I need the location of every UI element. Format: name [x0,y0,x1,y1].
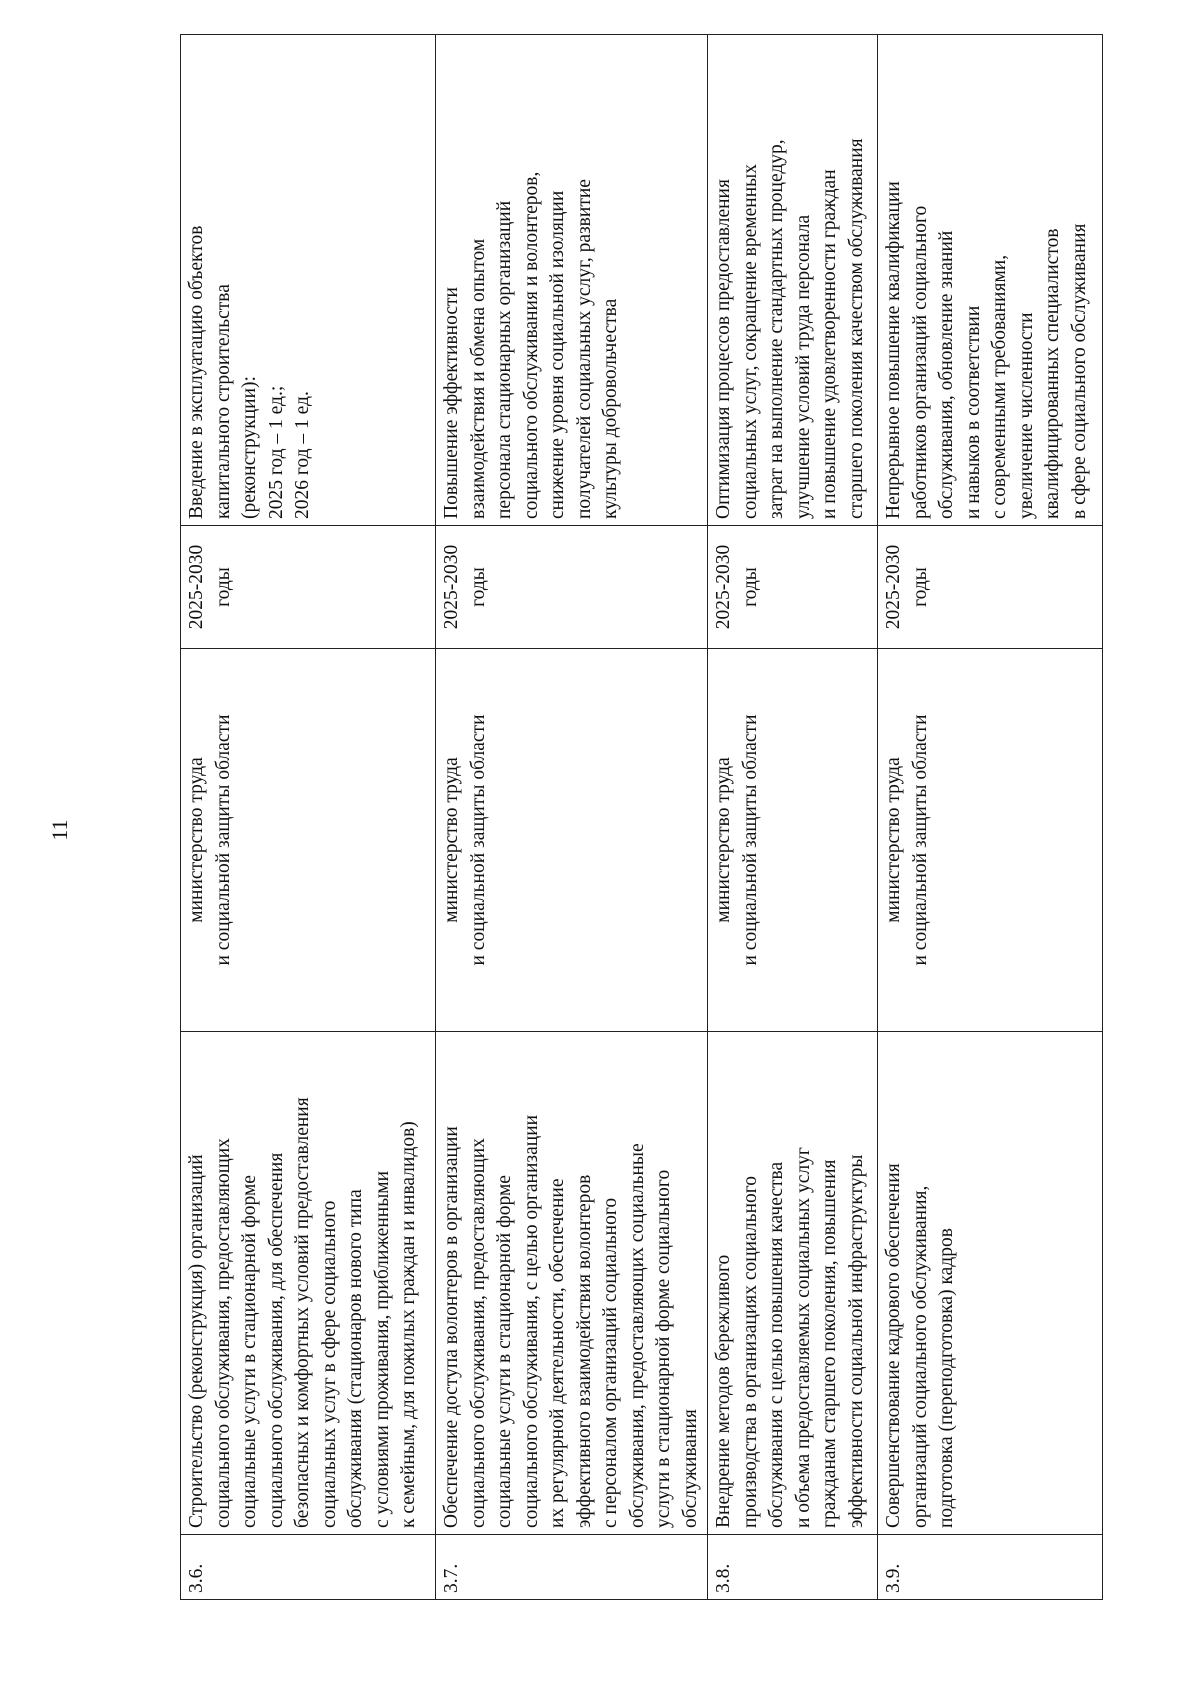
executor: министерство труда и социальной защиты области [708,649,878,1032]
expected-result: Повышение эффективности взаимодействия и обмена опытом персонала стационарных организаций социального обслуживания и волонтеров, снижение уровня социальной изоляции получателей социальных услуг, развитие культуры добровольчества [436,35,708,526]
page-number: 11 [47,819,72,841]
term: 2025-2030 годы [878,526,1103,649]
expected-result: Оптимизация процессов предоставления социальных услуг, сокращение временных затрат на выполнение стандартных процедур, улучшение условий труда персонала и повышение удовлетворенности граждан старшего поколения качеством обслуживания [708,35,878,526]
table-row [181,35,436,1600]
row-number: 3.8. [708,1535,878,1600]
expected-result: Непрерывное повышение квалификации работников организаций социального обслуживания, обновление знаний и навыков в соответствии с современными требованиями, увеличение численности квалифицированных специалистов в сфере социального обслуживания [878,35,1103,526]
rotated-sheet [180,100,1090,1600]
executor: министерство труда и социальной защиты области [181,649,436,1032]
measure-name: Строительство (реконструкция) организаций социального обслуживания, предоставляющих социальные услуги в стационарной форме социального обслуживания, для обеспечения безопасных и комфортных условий предоставления социальных услуг в сфере социального обслуживания (стационаров нового типа с условиями проживания, приближенными к семейным, для пожилых граждан и инвалидов) [181,1032,436,1535]
measures-table [180,34,1103,1600]
measure-name: Совершенствование кадрового обеспечения организаций социального обслуживания, подготовка (переподготовка) кадров [878,1032,1103,1535]
term: 2025-2030 годы [708,526,878,649]
row-number: 3.9. [878,1535,1103,1600]
row-number: 3.6. [181,1535,436,1600]
table-row [708,35,878,1600]
executor: министерство труда и социальной защиты области [878,649,1103,1032]
row-number: 3.7. [436,1535,708,1600]
measure-name: Внедрение методов бережливого производства в организациях социального обслуживания с целью повышения качества и объема предоставляемых социальных услуг гражданам старшего поколения, повышения эффективности социальной инфраструктуры [708,1032,878,1535]
executor: министерство труда и социальной защиты области [436,649,708,1032]
term: 2025-2030 годы [436,526,708,649]
term: 2025-2030 годы [181,526,436,649]
table-row [878,35,1103,1600]
table-row [436,35,708,1600]
measure-name: Обеспечение доступа волонтеров в организации социального обслуживания, предоставляющих социальные услуги в стационарной форме социального обслуживания, с целью организации их регулярной деятельности, обеспечение эффективного взаимодействия волонтеров с персоналом организаций социального обслуживания, предоставляющих социальные услуги в стационарной форме социального обслуживания [436,1032,708,1535]
expected-result: Введение в эксплуатацию объектов капитального строительства (реконструкции): 2025 год – 1 ед.; 2026 год – 1 ед. [181,35,436,526]
